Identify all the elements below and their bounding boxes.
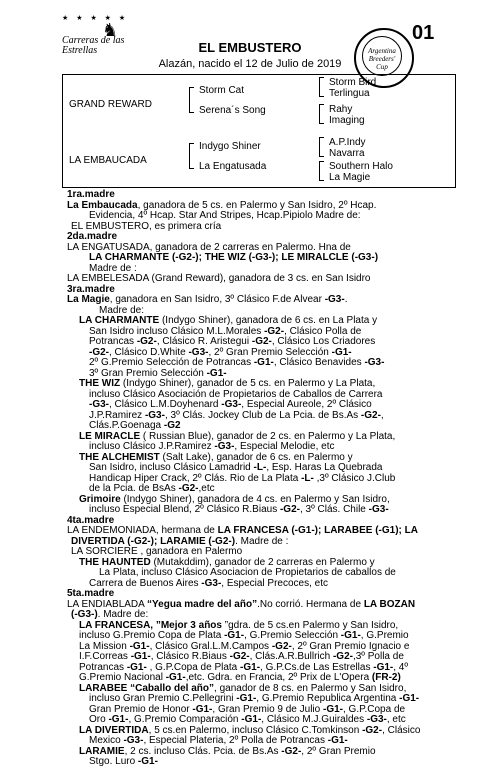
text-line: incluso Gran Premio C.Pellegrini -G1-, G.Premio Republica Argentina -G1- xyxy=(89,693,420,704)
text-line: San Isidro, incluso Clásico Lamadrid -L-, Esp. Haras La Quebrada xyxy=(89,462,383,473)
text-line: -G2-, Clásico D.White -G3-, 2º Gran Premio Selección -G1- xyxy=(89,346,352,358)
text-line: San Isidro incluso Clásico M.L.Morales -G2-, Clásico Polla de xyxy=(89,325,362,337)
text-line: Mexico -G3-, Especial Plateria, 2º Polla de Potrancas -G1- xyxy=(89,735,348,746)
text-line: (-G3-). Madre de: xyxy=(71,609,149,620)
text-line: incluso Clásico J.P.Ramirez -G3-, Especial Melodie, etc xyxy=(89,441,335,452)
text-line: LA ENDEMONIADA, hermana de LA FRANCESA (-G1-); LARABEE (-G1); LA xyxy=(67,525,418,536)
text-line: -G3-, Clásico L.M.Doyhenard -G3-, Especial Aureole, 2º Clásico xyxy=(89,399,372,410)
text-line: LA SORCIERE , ganadora en Palermo xyxy=(71,546,243,557)
text-line: de la Pcia. de BsAs -G2-,etc xyxy=(89,483,215,494)
lot-number: 01 xyxy=(412,22,435,44)
horse-subtitle: Alazán, nacido el 12 de Julio de 2019 xyxy=(158,58,342,70)
logo-text: Carreras de las Estrellas xyxy=(62,35,125,56)
text-line: 2º G.Premio Selección de Potrancas -G1-, Clásico Benavides -G3- xyxy=(89,357,385,368)
text-line: Madre de : xyxy=(89,262,137,274)
text-line: LARABEE “Caballo del año”, ganador de 8 cs. en Palermo y San Isidro, xyxy=(79,682,407,694)
bracket xyxy=(319,77,324,97)
text-line: Madre de: xyxy=(99,304,145,316)
ss-dam: Terlingua xyxy=(329,88,370,99)
text-line: LA CHARMANTE (Indygo Shiner), ganadora de 6 cs. en La Plata y xyxy=(79,315,378,326)
text-line: Evidencia, 4º Hcap. Star And Stripes, Hcap.Pipiolo Madre de: xyxy=(89,210,361,221)
bracket xyxy=(319,104,324,124)
text-line: La Embaucada, ganadora de 5 cs. en Palermo y San Isidro, 2º Hcap. xyxy=(67,199,377,211)
sire-dam: Serena´s Song xyxy=(199,105,266,116)
text-line: 2da.madre xyxy=(67,231,118,242)
seal-text: Argentina Breeders' Cup xyxy=(362,36,402,76)
text-line: THE ALCHEMIST (Salt Lake), ganador de 6 cs. en Palermo y xyxy=(79,451,353,463)
dd-dam: La Magie xyxy=(329,172,371,183)
text-line: La Magie, ganadora en San Isidro, 3º Clásico F.de Alvear -G3-. xyxy=(67,294,348,305)
text-line: LA DIVERTIDA, 5 cs.en Palermo, incluso Clásico C.Tomkinson -G2-, Clásico xyxy=(79,724,421,736)
text-line: LA FRANCESA, ”Mejor 3 años ”gdra. de 5 cs.en Palermo y San Isidro, xyxy=(79,619,399,631)
text-line: THE HAUNTED (Mutakddim), ganador de 2 carreras en Palermo y xyxy=(79,556,375,568)
text-line: incluso G.Premio Copa de Plata -G1-, G.Premio Selección -G1-, G.Premio xyxy=(79,630,409,641)
text-line: DIVERTIDA (-G2-); LARAMIE (-G2-). Madre de : xyxy=(71,535,289,547)
text-line: 5ta.madre xyxy=(67,588,115,599)
text-line: incluso Clásico Asociación de Propietarios de Caballos de Carrera xyxy=(89,388,383,400)
ss-sire: Storm Bird xyxy=(329,77,377,88)
bracket xyxy=(189,143,194,169)
text-line: LARAMIE, 2 cs. incluso Clás. Pcia. de Bs.As -G2-, 2º Gran Premio xyxy=(79,745,376,757)
sire: GRAND REWARD xyxy=(69,99,152,110)
text-line: LA ENDIABLADA “Yegua madre del año”.No corrió. Hermana de LA BOZAN xyxy=(67,598,416,610)
stars-arc: ★ ★ ★ ★ ★ xyxy=(62,15,129,22)
text-line: THE WIZ (Indygo Shiner), ganador de 5 cs. en Palermo y La Plata, xyxy=(79,378,376,389)
text-line: LA CHARMANTE (-G2-); THE WIZ (-G3-); LE MIRALCLE (-G3-) xyxy=(89,252,379,263)
text-line: Carrera de Buenos Aires -G3-, Especial Precoces, etc xyxy=(89,577,328,589)
bracket xyxy=(319,161,324,181)
text-line: Oro -G1-, G.Premio Comparación -G1-, Clásico M.J.Guiraldes -G3-, etc xyxy=(89,714,406,725)
pedigree-notes xyxy=(67,190,487,768)
sire-sire: Storm Cat xyxy=(199,85,245,96)
text-line: Clás.P.Goenaga -G2 xyxy=(89,420,181,431)
text-line: La Mission -G1-, Clásico Gral.L.M.Campos -G2-, 2º Gran Premio Ignacio e xyxy=(79,640,410,652)
text-line: Stgo. Luro -G1- xyxy=(89,756,158,767)
text-line: Potrancas -G1- , G.P.Copa de Plata -G1-, G.P.Cs.de Las Estrellas -G1-, 4º xyxy=(79,661,409,673)
dam-sire: Indygo Shiner xyxy=(199,141,261,152)
text-line: Potrancas -G2-, Clásico R. Aristegui -G2-, Clásico Los Criadores xyxy=(89,336,376,347)
text-line: EL EMBUSTERO, es primera cría xyxy=(71,220,222,232)
sd-dam: Imaging xyxy=(329,115,365,126)
text-line: La Plata, incluso Clásico Asociacion de Propietarios de caballos de xyxy=(99,567,396,578)
text-line: Gran Premio de Honor -G1-, Gran Premio 9 de Julio -G1-, G.P.Copa de xyxy=(89,703,406,715)
text-line: J.P.Ramirez -G3-, 3º Clás. Jockey Club de La Pcia. de Bs.As -G2-, xyxy=(89,409,384,421)
text-line: 1ra.madre xyxy=(67,189,115,200)
text-line: incluso Especial Blend, 2º Clásico R.Biaus -G2-, 3º Clás. Chile -G3- xyxy=(89,504,389,515)
dam-dam: La Engatusada xyxy=(199,161,267,172)
ds-dam: Navarra xyxy=(329,148,365,159)
text-line: Grimoire (Indygo Shiner), ganadora de 4 cs. en Palermo y San Isidro, xyxy=(79,493,390,505)
text-line: LA EMBELESADA (Grand Reward), ganadora de 3 cs. en San Isidro xyxy=(67,273,371,284)
sd-sire: Rahy xyxy=(329,104,353,115)
text-line: LE MIRACLE ( Russian Blue), ganador de 2 cs. en Palermo y La Plata, xyxy=(79,430,396,442)
horse-icon: ♞ xyxy=(102,20,119,40)
horse-name-title: EL EMBUSTERO xyxy=(198,40,302,55)
text-line: 3ra.madre xyxy=(67,283,115,295)
dam: LA EMBAUCADA xyxy=(69,155,147,166)
bracket xyxy=(319,137,324,157)
text-line: 4ta.madre xyxy=(67,514,115,526)
text-line: G.Premio Nacional -G1-,etc. Gdra. en Francia, 2º Prix de L'Opera (FR-2) xyxy=(79,672,401,683)
text-line: 3º Gran Premio Selección -G1- xyxy=(89,367,227,379)
dd-sire: Southern Halo xyxy=(329,161,393,172)
text-line: LA ENGATUSADA, ganadora de 2 carreras en Palermo. Hna de xyxy=(67,241,351,253)
text-line: Handicap Hiper Crack, 2º Clás. Rio de La Plata -L- ,3º Clásico J.Club xyxy=(89,472,396,484)
pedigree-table xyxy=(62,74,456,188)
ds-sire: A.P.Indy xyxy=(329,137,366,148)
bracket xyxy=(189,87,194,113)
text-line: I.F.Correas -G1-, Clásico R.Biaus -G2-, Clás.A.R.Bullrich -G2-,3º Polla de xyxy=(79,651,404,662)
